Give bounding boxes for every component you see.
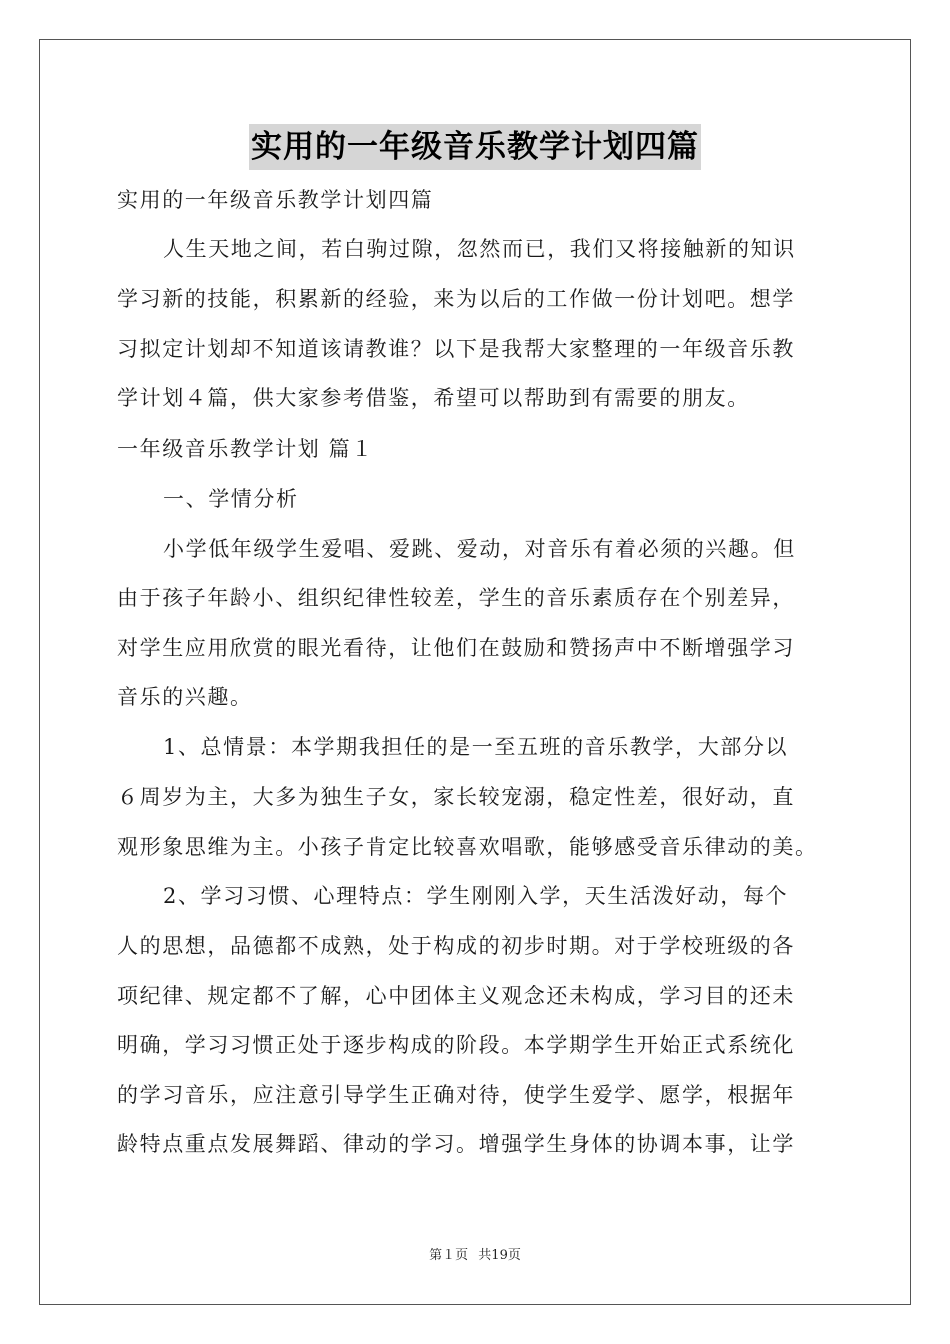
page-footer	[0, 1247, 950, 1265]
section-heading: 一年级音乐教学计划 篇１	[117, 437, 374, 461]
document-title: 实用的一年级音乐教学计划四篇	[249, 124, 701, 170]
paragraph-line: 人生天地之间，若白驹过隙，忽然而已，我们又将接触新的知识	[163, 237, 796, 261]
document-subtitle: 实用的一年级音乐教学计划四篇	[117, 188, 434, 212]
paragraph-line: 习拟定计划却不知道该请教谁？以下是我帮大家整理的一年级音乐教	[117, 337, 795, 361]
page-total: 共19页	[478, 1248, 521, 1263]
paragraph-line: 小学低年级学生爱唱、爱跳、爱动，对音乐有着必须的兴趣。但	[163, 537, 796, 561]
paragraph-line: 1、总情景：本学期我担任的是一至五班的音乐教学，大部分以	[163, 735, 789, 759]
paragraph-line: 对学生应用欣赏的眼光看待，让他们在鼓励和赞扬声中不断增强学习	[117, 636, 795, 660]
subsection-heading: 一、学情分析	[163, 487, 299, 511]
page-number: 第１页	[429, 1248, 469, 1263]
title-container	[0, 124, 950, 170]
paragraph-line: 由于孩子年龄小、组织纪律性较差，学生的音乐素质存在个别差异，	[117, 586, 795, 610]
paragraph-line: 观形象思维为主。小孩子肯定比较喜欢唱歌，能够感受音乐律动的美。	[117, 835, 818, 859]
paragraph-line: 的学习音乐，应注意引导学生正确对待，使学生爱学、愿学，根据年	[117, 1083, 795, 1107]
paragraph-line: 音乐的兴趣。	[117, 685, 253, 709]
paragraph-line: 学习新的技能，积累新的经验，来为以后的工作做一份计划吧。想学	[117, 287, 795, 311]
paragraph-line: 人的思想，品德都不成熟，处于构成的初步时期。对于学校班级的各	[117, 934, 795, 958]
paragraph-line: 项纪律、规定都不了解，心中团体主义观念还未构成，学习目的还未	[117, 984, 795, 1008]
paragraph-line: 龄特点重点发展舞蹈、律动的学习。增强学生身体的协调本事，让学	[117, 1132, 795, 1156]
paragraph-line: 明确，学习习惯正处于逐步构成的阶段。本学期学生开始正式系统化	[117, 1033, 795, 1057]
page-border	[39, 39, 911, 1305]
paragraph-line: 2、学习习惯、心理特点：学生刚刚入学，天生活泼好动，每个	[163, 884, 789, 908]
paragraph-line: 学计划４篇，供大家参考借鉴，希望可以帮助到有需要的朋友。	[117, 386, 750, 410]
paragraph-line: ６周岁为主，大多为独生子女，家长较宠溺，稳定性差，很好动，直	[117, 785, 795, 809]
